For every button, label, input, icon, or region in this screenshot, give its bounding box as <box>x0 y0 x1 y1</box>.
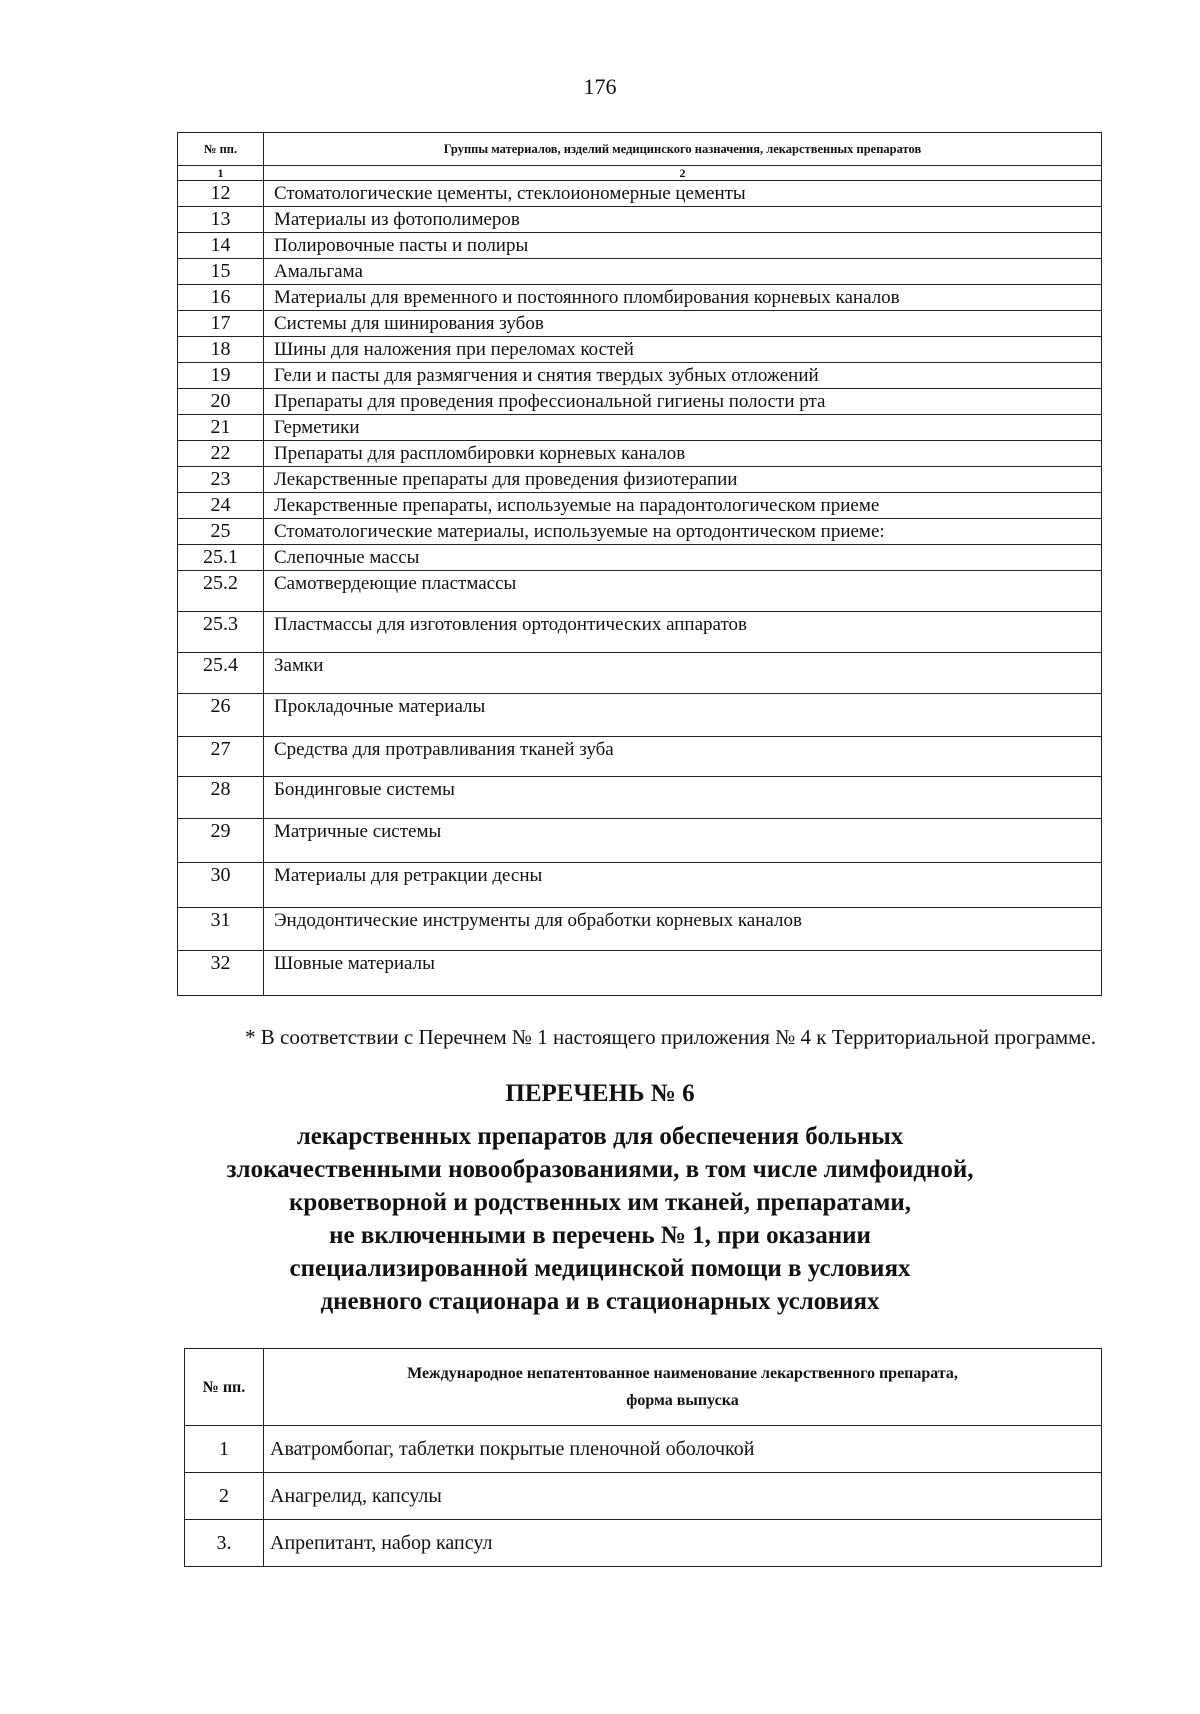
table-row <box>178 363 1102 389</box>
table-row <box>185 1426 1102 1473</box>
table-row <box>178 908 1102 951</box>
row-number: 24 <box>178 493 264 519</box>
subtitle-line: лекарственных препаратов для обеспечения больных <box>296 1123 904 1150</box>
table-header-row <box>185 1349 1102 1426</box>
row-text: Слепочные массы <box>264 545 1102 571</box>
table-row <box>178 694 1102 737</box>
table-row <box>178 493 1102 519</box>
row-number: 25 <box>178 519 264 545</box>
row-text: Материалы для временного и постоянного пломбирования корневых каналов <box>264 285 1102 311</box>
row-number: 23 <box>178 467 264 493</box>
row-text: Гели и пасты для размягчения и снятия твердых зубных отложений <box>264 363 1102 389</box>
column-numbering-row <box>178 166 1102 181</box>
row-number: 12 <box>178 181 264 207</box>
row-number: 22 <box>178 441 264 467</box>
row-text: Бондинговые системы <box>264 777 1102 819</box>
table-row <box>185 1520 1102 1567</box>
table-row <box>185 1473 1102 1520</box>
row-number: 15 <box>178 259 264 285</box>
table-row <box>178 612 1102 653</box>
table-row <box>178 571 1102 612</box>
row-number: 1 <box>185 1426 264 1473</box>
subtitle-line: дневного стационара и в стационарных условиях <box>320 1288 880 1315</box>
subtitle-line: злокачественными новообразованиями, в том числе лимфоидной, <box>226 1156 974 1183</box>
table-row <box>178 181 1102 207</box>
list-title: ПЕРЕЧЕНЬ № 6 <box>505 1080 695 1107</box>
row-text: Системы для шинирования зубов <box>264 311 1102 337</box>
row-text: Герметики <box>264 415 1102 441</box>
table-row <box>178 207 1102 233</box>
row-text: Аватромбопаг, таблетки покрытые пленочной оболочкой <box>264 1426 1102 1473</box>
subtitle-line: кроветворной и родственных им тканей, препаратами, <box>288 1189 912 1216</box>
table-row <box>178 863 1102 908</box>
row-text: Стоматологические материалы, используемые на ортодонтическом приеме: <box>264 519 1102 545</box>
page-number: 176 <box>583 74 617 99</box>
footnote: * В соответствии с Перечнем № 1 настоящего приложения № 4 к Территориальной программе. <box>245 1025 1097 1049</box>
materials-table <box>177 132 1102 996</box>
column-number-1: 1 <box>178 166 264 181</box>
table-row <box>178 519 1102 545</box>
row-text: Апрепитант, набор капсул <box>264 1520 1102 1567</box>
row-text: Препараты для проведения профессиональной гигиены полости рта <box>264 389 1102 415</box>
row-number: 2 <box>185 1473 264 1520</box>
drugs-table <box>184 1348 1102 1567</box>
row-text: Полировочные пасты и полиры <box>264 233 1102 259</box>
row-text: Прокладочные материалы <box>264 694 1102 737</box>
header-line: форма выпуска <box>626 1392 739 1409</box>
row-number: 13 <box>178 207 264 233</box>
table-row <box>178 951 1102 996</box>
table-row <box>178 233 1102 259</box>
row-text: Шовные материалы <box>264 951 1102 996</box>
column-header-number: № пп. <box>178 133 264 166</box>
table-row <box>178 285 1102 311</box>
list-subtitle <box>0 1120 1200 1318</box>
row-number: 17 <box>178 311 264 337</box>
row-number: 3. <box>185 1520 264 1567</box>
subtitle-line: не включенными в перечень № 1, при оказании <box>329 1222 871 1249</box>
row-number: 14 <box>178 233 264 259</box>
table-row <box>178 777 1102 819</box>
table-row <box>178 819 1102 863</box>
row-number: 31 <box>178 908 264 951</box>
row-text: Средства для протравливания тканей зуба <box>264 737 1102 777</box>
row-text: Самотвердеющие пластмассы <box>264 571 1102 612</box>
row-number: 25.4 <box>178 653 264 694</box>
row-text: Замки <box>264 653 1102 694</box>
row-text: Шины для наложения при переломах костей <box>264 337 1102 363</box>
column-header-groups: Группы материалов, изделий медицинского назначения, лекарственных препаратов <box>264 133 1102 166</box>
table-row <box>178 737 1102 777</box>
row-number: 27 <box>178 737 264 777</box>
row-text: Препараты для распломбировки корневых каналов <box>264 441 1102 467</box>
table-row <box>178 441 1102 467</box>
row-text: Лекарственные препараты, используемые на парадонтологическом приеме <box>264 493 1102 519</box>
row-number: 21 <box>178 415 264 441</box>
column-header-number: № пп. <box>185 1349 264 1426</box>
row-number: 29 <box>178 819 264 863</box>
table-row <box>178 545 1102 571</box>
table-row <box>178 415 1102 441</box>
table-row <box>178 467 1102 493</box>
table-row <box>178 337 1102 363</box>
row-text: Стоматологические цементы, стеклоиономерные цементы <box>264 181 1102 207</box>
table-row <box>178 311 1102 337</box>
row-number: 18 <box>178 337 264 363</box>
table-row <box>178 259 1102 285</box>
column-header-drug-name <box>264 1349 1102 1426</box>
row-number: 16 <box>178 285 264 311</box>
row-number: 32 <box>178 951 264 996</box>
table-row <box>178 389 1102 415</box>
row-number: 20 <box>178 389 264 415</box>
row-number: 25.3 <box>178 612 264 653</box>
row-text: Анагрелид, капсулы <box>264 1473 1102 1520</box>
table-row <box>178 653 1102 694</box>
subtitle-line: специализированной медицинской помощи в условиях <box>289 1255 911 1282</box>
table-header-row <box>178 133 1102 166</box>
row-number: 19 <box>178 363 264 389</box>
row-number: 30 <box>178 863 264 908</box>
row-number: 25.1 <box>178 545 264 571</box>
row-number: 28 <box>178 777 264 819</box>
row-text: Материалы для ретракции десны <box>264 863 1102 908</box>
row-text: Эндодонтические инструменты для обработки корневых каналов <box>264 908 1102 951</box>
row-text: Пластмассы для изготовления ортодонтических аппаратов <box>264 612 1102 653</box>
row-text: Материалы из фотополимеров <box>264 207 1102 233</box>
row-number: 25.2 <box>178 571 264 612</box>
row-number: 26 <box>178 694 264 737</box>
row-text: Амальгама <box>264 259 1102 285</box>
row-text: Лекарственные препараты для проведения физиотерапии <box>264 467 1102 493</box>
header-line: Международное непатентованное наименование лекарственного препарата, <box>407 1365 958 1382</box>
column-number-2: 2 <box>264 166 1102 181</box>
row-text: Матричные системы <box>264 819 1102 863</box>
